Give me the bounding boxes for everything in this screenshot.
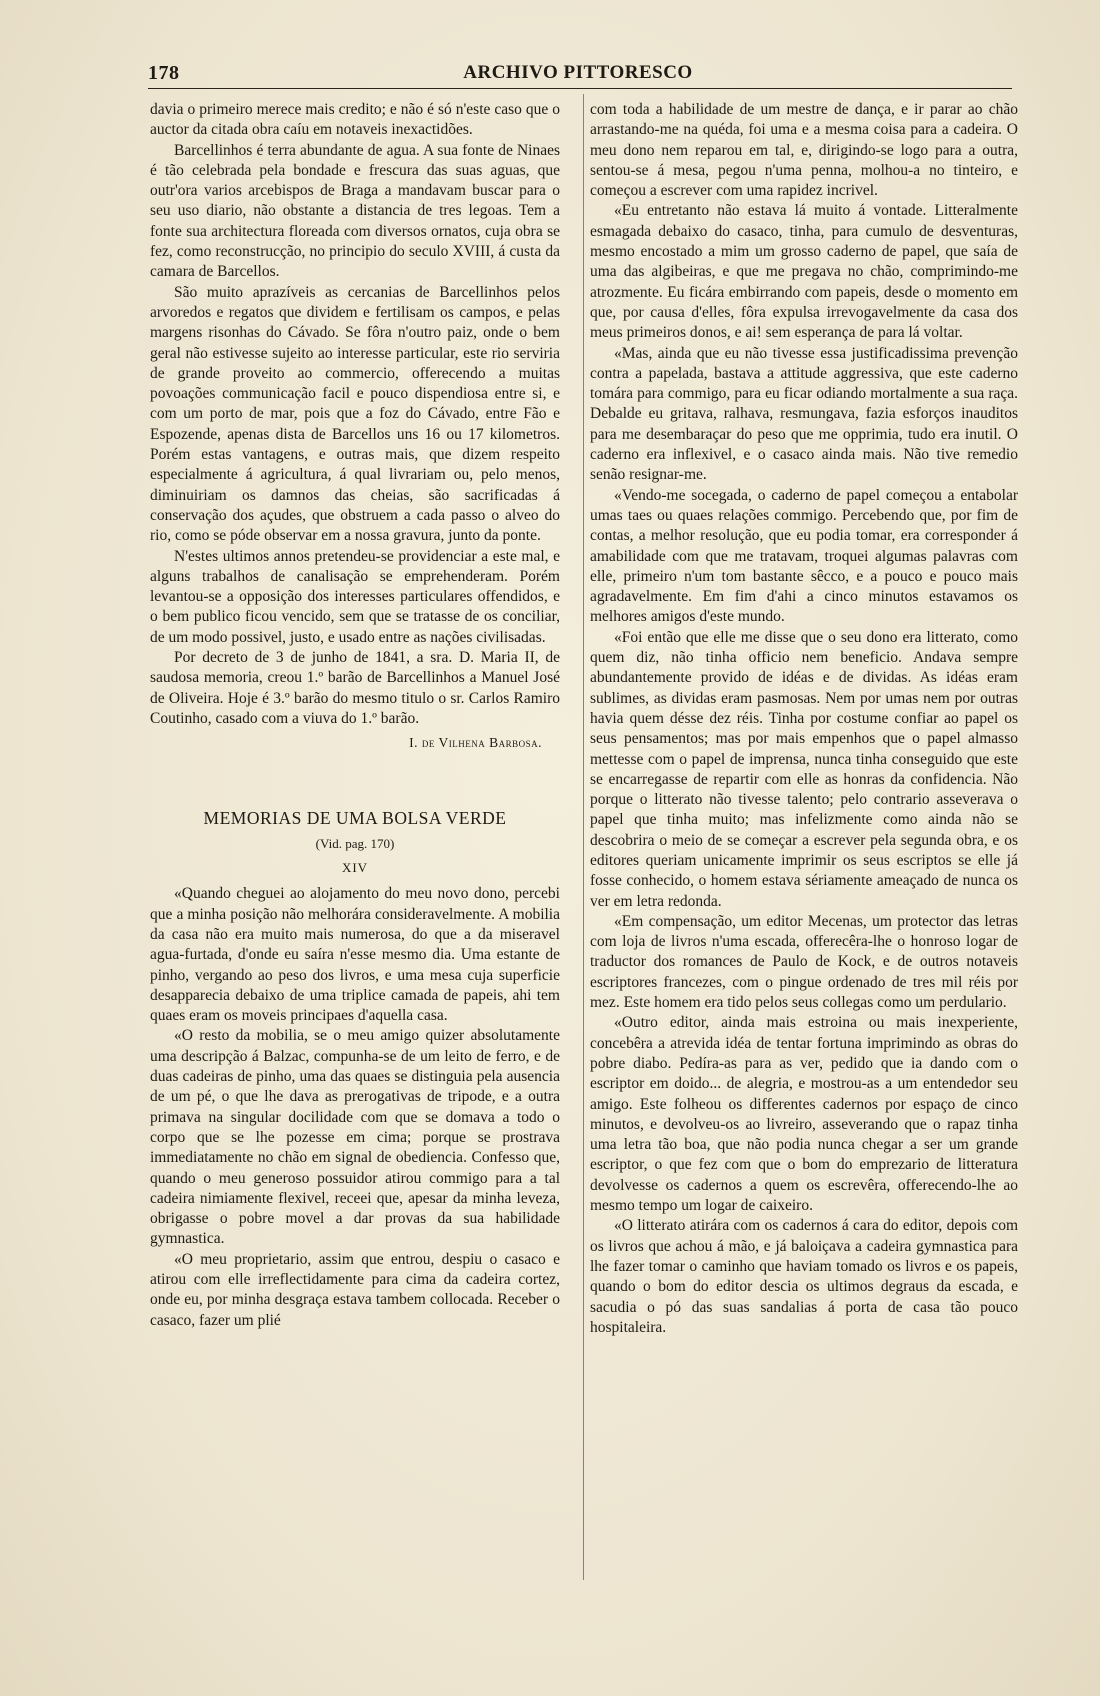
story-paragraph: «Foi então que elle me disse que o seu dono era litterato, como quem diz, não tinha officio nem beneficio. Andava sempre abundantemente provido de idéas e de dividas. As idéas eram sublimes, as dividas eram pasmosas. Nem por umas nem por outras havia quem désse dez réis. Tinha por costume confiar ao papel os seus pensamentos; mas por mais empenhos que o papel almasso mettesse com o papel de imprensa, nunca tinha conseguido que este se encarregasse de repartir com elle as honras da confidencia. Não porque o litterato não tivesse talento; pelo contrario asseverava o papel que tinha muito; mas infelizmente como ainda não se descobrira o meio de se começar a escrever pela segunda obra, e os editores queriam unicamente imprimir os seus escriptos se elle já fosse conhecido, o homem estava sériamente ameaçado de nunca os ver em letra redonda. (590, 628, 1018, 910)
story-paragraph: «O resto da mobilia, se o meu amigo quizer absolutamente uma descripção á Balzac, compunha-se de um leito de ferro, e de duas cadeiras de pinho, uma das quaes se distinguia pela ausencia de um pé, o que lhe dava as prerogativas de tripode, e a outra primava na singular docilidade com que se domava a todo o corpo que se lhe pozesse em cima; porque se prostrava immediatamente no chão em signal de obediencia. Confesso que, quando o meu generoso possuidor atirou commigo para a tal cadeira nimiamente flexivel, receei que, apesar da minha leveza, obrigasse o pobre movel a dar provas da sua habilidade gymnastica. (150, 1027, 560, 1248)
header-rule (148, 88, 1012, 89)
paragraph: Por decreto de 3 de junho de 1841, a sra. D. Maria II, de saudosa memoria, creou 1.º barão de Barcellinhos a Manuel José de Oliveira. Hoje é 3.º barão do mesmo titulo o sr. Carlos Ramiro Coutinho, casado com a viuva do 1.º barão. (150, 649, 560, 727)
story-paragraph: «Vendo-me socegada, o caderno de papel começou a entabolar umas taes ou quaes relações commigo. Percebendo que, por fim de contas, a melhor resolução, que eu podia tomar, era corresponder á amabilidade com que me tratavam, troquei algumas palavras com elle, primeiro n'um tom bastante sêcco, e a pouco e pouco mais agradavelmente. Em fim d'ahi a cinco minutos estavamos os melhores amigos d'este mundo. (590, 486, 1018, 626)
story-paragraph: «Outro editor, ainda mais estroina ou mais inexperiente, concebêra a atrevida idéa de tentar fortuna imprimindo as obras do pobre diabo. Pedíra-as para as ver, pedido que ia dando com o escriptor em doido... de alegria, e mostrou-as a um entendedor seu amigo. Este folheou os differentes cadernos por espaço de cinco minutos, e devolveu-os ao livreiro, asseverando que o rapaz tinha uma letra tão boa, que não podia nunca chegar a ser um grande escriptor, o que fez com que o bom do emprezario de litteratura devolvesse os cadernos a quem os escrevêra, offerecendo-lhe ao mesmo tempo um logar de caixeiro. (590, 1014, 1018, 1215)
author-signature: I. de Vilhena Barbosa. (409, 735, 542, 751)
column-divider (583, 94, 584, 1580)
paragraph: Barcellinhos é terra abundante de agua. A sua fonte de Ninaes é tão celebrada pela bondade e frescura das suas aguas, que outr'ora varios arcebispos de Braga a mandavam buscar para o seu uso diario, não obstante a distancia de tres legoas. Tem a fonte sua architectura floreada com diversos ornatos, cuja obra se fez, como reconstrucção, no principio do seculo XVIII, á custa da camara de Barcellos. (150, 141, 560, 281)
story-paragraph: «Quando cheguei ao alojamento do meu novo dono, percebi que a minha posição não melhorára consideravelmente. A mobilia da casa não era muito mais numerosa, do que a da miseravel agua-furtada, d'onde eu saíra n'esse mesmo dia. Uma estante de pinho, vergando ao peso dos livros, e uma mesa cuja superficie desapparecia debaixo de uma triplice camada de papeis, ahi tem quaes eram os moveis principaes d'aquella casa. (150, 885, 560, 1025)
chapter-numeral: XIV (341, 860, 369, 876)
paragraph: N'estes ultimos annos pretendeu-se providenciar a este mal, e alguns trabalhos de canalisação se emprehenderam. Porém levantou-se a opposição dos interesses particulares offendidos, e o bem publico ficou vencido, sem que se tratasse de os conciliar, de um modo possivel, justo, e usado entre as nações civilisadas. (150, 547, 560, 646)
story-paragraph: «O litterato atirára com os cadernos á cara do editor, depois com os livros que achou á mão, e já baloiçava a cadeira gymnastica para lhe fazer tomar o caminho que haviam tomado os livros e os papeis, quando o bom do editor descia os ultimos degraus da escada, e sacudia o pó das suas sandalias á porta de casa tão pouco hospitaleira. (590, 1217, 1018, 1336)
paragraph: São muito aprazíveis as cercanias de Barcellinhos pelos arvoredos e regatos que dividem e fertilisam os campos, e pelas margens risonhas do Cávado. Se fôra n'outro paiz, onde o bem geral não estivesse sujeito ao interesse particular, este rio serviria de grande proveito ao commercio, offerecendo a muitas povoações communicação facil e pouco dispendiosa entre si, e com um porto de mar, pois que a foz do Cávado, entre Fão e Espozende, apenas dista de Barcellos uns 16 ou 17 kilometros. Porém estas vantagens, e outras mais, que dizem respeito especialmente á agricultura, á qual livrariam ou, pelo menos, diminuiriam os damnos das cheias, são sacrificadas á conservação dos açudes, que obstruem a cada passo o alveo do rio, como se póde observar em a nossa gravura, junto da ponte. (150, 283, 560, 545)
right-column (590, 100, 1018, 1338)
story-paragraph: com toda a habilidade de um mestre de dança, e ir parar ao chão arrastando-me na quéda, foi uma e a mesma coisa para a cadeira. O meu dono nem reparou em tal, e, dirigindo-se logo para a outra, sentou-se á mesa, pegou n'uma penna, molhou-a no tinteiro, e começou a escrever com uma rapidez incrivel. (590, 101, 1018, 200)
page-number: 178 (148, 62, 180, 84)
story-paragraph: «O meu proprietario, assim que entrou, despiu o casaco e atirou com elle irreflectidamente para cima da cadeira cortez, onde eu, por minha desgraça estava tambem collocada. Receber o casaco, fazer um plié (150, 1250, 560, 1329)
story-paragraph: «Mas, ainda que eu não tivesse essa justificadissima prevenção contra a papelada, bastava a attitude aggressiva, que este caderno tomára para commigo, para eu ficar odiando mortalmente a sua raça. Debalde eu gritava, ralhava, resmungava, fazia esforços inauditos para me desembaraçar do peso que me opprimia, tudo era inutil. O caderno era inflexivel, e o casaco ainda mais. Não tive remedio senão resignar-me. (590, 344, 1018, 484)
section-title: MEMORIAS DE UMA BOLSA VERDE (203, 807, 507, 828)
story-paragraph: «Eu entretanto não estava lá muito á vontade. Litteralmente esmagada debaixo do casaco, tinha, para cumulo de desventuras, mesmo encostado a mim um grosso caderno de papel, que saía de uma das algibeiras, e que me pregava no chão, comprimindo-me atrozmente. Eu ficára embirrando com papeis, desde o momento em que, por causa d'elles, fôra expulsa irrevogavelmente da casa dos meus primeiros donos, e ai! sem esperança de para lá voltar. (590, 202, 1018, 342)
paragraph: davia o primeiro merece mais credito; e não é só n'este caso que o auctor da citada obra caíu em notaveis inexactidões. (150, 101, 560, 139)
page-header (148, 58, 1008, 88)
section-reference: (Vid. pag. 170) (315, 835, 395, 851)
left-column (150, 100, 560, 1331)
running-title: ARCHIVO PITTORESCO (463, 62, 693, 83)
story-paragraph: «Em compensação, um editor Mecenas, um protector das letras com loja de livros n'uma escada, offerecêra-lhe o honroso logar de traductor dos romances de Paulo de Kock, e de outros notaveis escriptores francezes, com o pingue ordenado de tres mil réis por mez. Este homem era tido pelos seus collegas como um perdulario. (590, 912, 1018, 1012)
